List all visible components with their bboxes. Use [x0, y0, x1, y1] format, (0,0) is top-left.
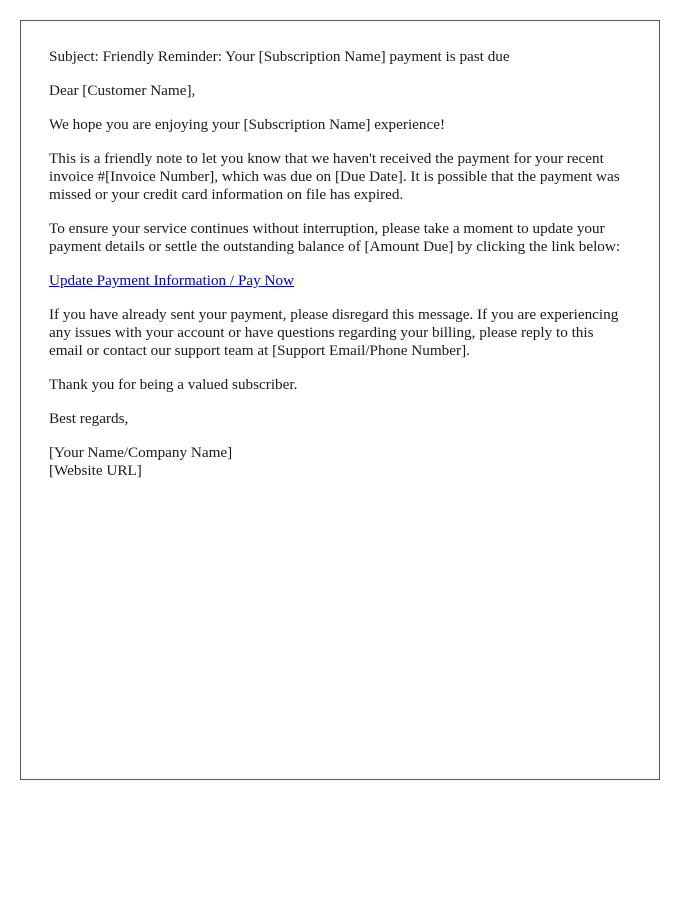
signature-url: [Website URL]	[49, 462, 142, 479]
letter-container	[20, 20, 660, 780]
update-payment-link[interactable]: Update Payment Information / Pay Now	[49, 272, 295, 289]
signature-block	[49, 444, 631, 480]
intro-paragraph: We hope you are enjoying your [Subscription Name] experience!	[49, 116, 446, 133]
greeting: Dear [Customer Name],	[49, 82, 196, 99]
thanks-paragraph: Thank you for being a valued subscriber.	[49, 376, 298, 393]
signature-name: [Your Name/Company Name]	[49, 444, 233, 461]
disregard-paragraph: If you have already sent your payment, please disregard this message. If you are experiencing any issues with your account or have questions regarding your billing, please reply to this email or contact our support team at [Support Email/Phone Number].	[49, 306, 619, 359]
payment-link-paragraph	[49, 272, 631, 290]
closing: Best regards,	[49, 410, 129, 427]
subject-line: Subject: Friendly Reminder: Your [Subscription Name] payment is past due	[49, 48, 510, 65]
action-paragraph: To ensure your service continues without interruption, please take a moment to update your payment details or settle the outstanding balance of [Amount Due] by clicking the link below:	[49, 220, 621, 255]
notice-paragraph: This is a friendly note to let you know that we haven't received the payment for your recent invoice #[Invoice Number], which was due on [Due Date]. It is possible that the payment was missed or your credit card information on file has expired.	[49, 150, 620, 203]
